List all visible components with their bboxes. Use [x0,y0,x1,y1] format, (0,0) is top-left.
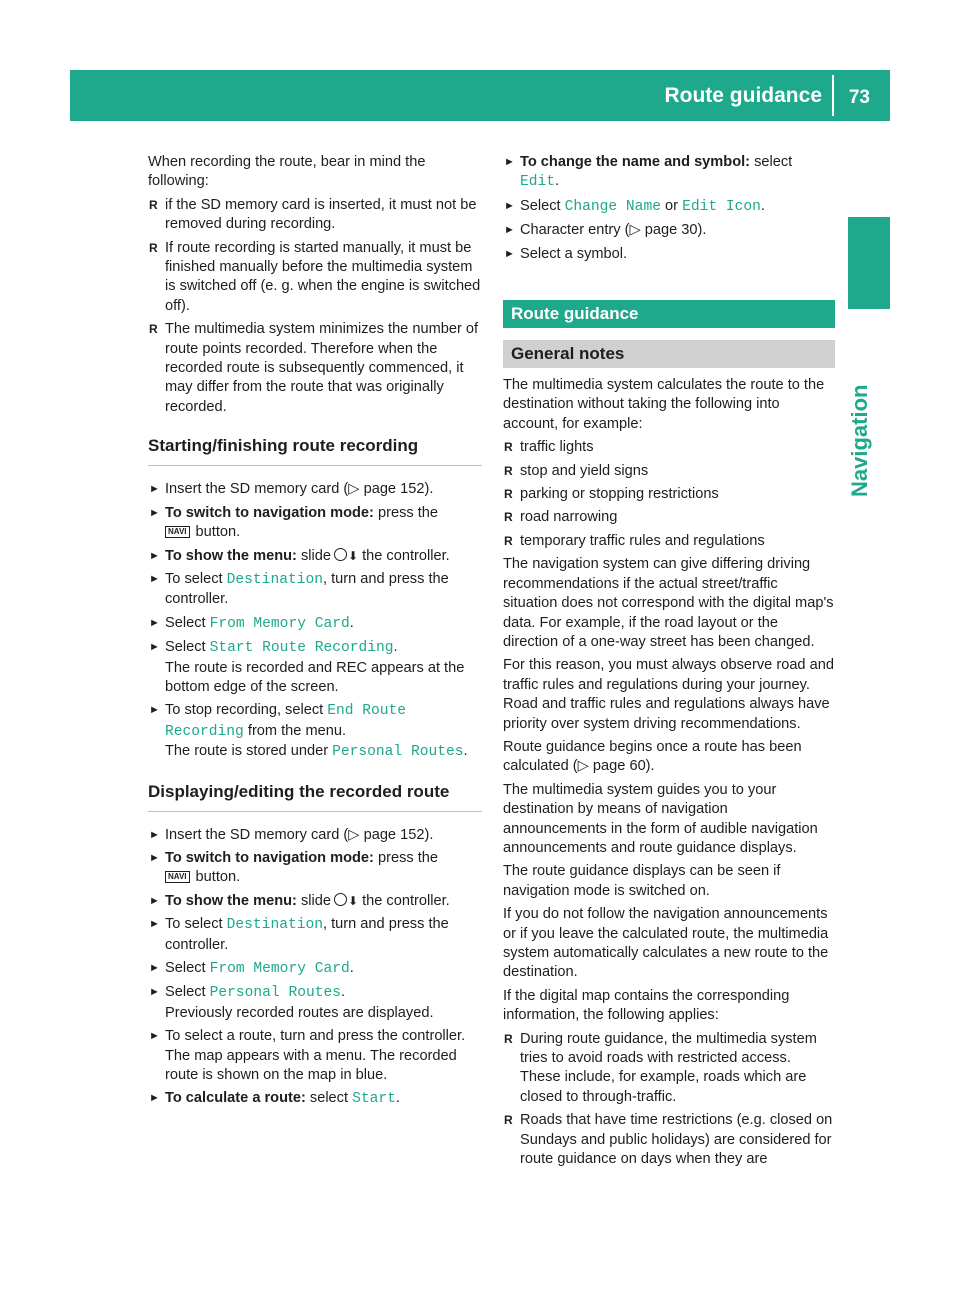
step-item: ► To select Destination, turn and press the controller. [148,915,482,955]
triangle-right-icon: ▷ [348,481,360,498]
step-item: ► To switch to navigation mode: press the NAVI button. [148,849,482,888]
side-label: Navigation [847,384,872,497]
step-item: ► Select Personal Routes. Previously recorded routes are displayed. [148,983,482,1023]
triangle-right-icon: ▷ [629,222,641,239]
step-item: ► Select Start Route Recording. The route is recorded and REC appears at the bottom edge of the screen. [148,638,482,697]
intro-paragraph: When recording the route, bear in mind the following: [148,154,426,190]
step-item: ► To select Destination, turn and press the controller. [148,570,482,610]
step-item: ► To select a route, turn and press the controller. The map appears with a menu. The recorded route is shown on the map in blue. [148,1027,482,1085]
menu-term: Personal Routes [209,985,341,1002]
step-item: ► Character entry (▷ page 30). [503,221,835,240]
menu-term: Start Route Recording [209,640,394,657]
side-tab [848,217,890,309]
menu-term: End Route Recording [165,703,407,740]
paragraph: The route guidance displays can be seen if navigation mode is switched on. [503,863,781,899]
paragraph: For this reason, you must always observe road and traffic rules and regulations during your journey. Road and traffic rules and regulations always have priority over system driving recommendations. [503,657,834,732]
menu-term: Edit Icon [682,198,761,215]
triangle-right-icon: ▷ [577,758,589,775]
controller-icon [334,548,347,561]
header-divider [832,75,834,116]
menu-term: Destination [226,917,323,934]
step-item: ► To show the menu: slide ⬇ the controller. [148,892,482,911]
step-item: ► Insert the SD memory card (▷ page 152). [148,480,482,499]
header-title: Route guidance [664,84,822,107]
menu-term: Edit [520,174,556,191]
paragraph: The multimedia system guides you to your destination by means of navigation announcements in the form of audible navigation announcements and route guidance displays. [503,781,818,856]
arrow-down-icon: ⬇ [347,548,359,563]
step-item: ► To calculate a route: select Start. [148,1089,482,1109]
step-item: ► To stop recording, select End Route Recording from the menu. The route is stored under Personal Routes. [148,701,482,762]
list-item: R If route recording is started manually, it must be finished manually before the multimedia system is switched off (e. g. when the engine is switched off). [148,239,482,317]
controller-icon [334,893,347,906]
menu-term: From Memory Card [209,961,350,977]
step-item: ► To show the menu: slide ⬇ the controller. [148,547,482,566]
menu-term: Personal Routes [332,744,464,761]
page-number: 73 [848,87,870,108]
list-item: R temporary traffic rules and regulations [503,532,835,551]
step-item: ► Select a symbol. [503,245,835,264]
paragraph: If you do not follow the navigation announcements or if you leave the calculated route, the multimedia system automatically calculates a new route to the destination. [503,906,829,981]
step-item: ► To switch to navigation mode: press the NAVI button. [148,504,482,543]
left-column [148,153,482,1114]
list-item: R parking or stopping restrictions [503,485,835,504]
section-heading: Displaying/editing the recorded route [148,781,482,812]
right-column [503,153,835,1173]
menu-term: Change Name [564,198,661,215]
list-item: R road narrowing [503,508,835,527]
navi-button-icon: NAVI [165,871,190,883]
arrow-down-icon: ⬇ [347,893,359,908]
triangle-right-icon: ▷ [348,826,360,843]
step-item: ► Select From Memory Card. [148,614,482,634]
menu-term: Destination [226,571,323,588]
list-item: R The multimedia system minimizes the number of route points recorded. Therefore when the recorded route is subsequently commenced, it may differ from the route that was originally recorded. [148,320,482,417]
menu-term: From Memory Card [209,615,350,632]
menu-term: Start [352,1091,396,1108]
step-item: ► Select From Memory Card. [148,959,482,979]
list-item: R if the SD memory card is inserted, it must not be removed during recording. [148,196,482,235]
section-heading: Route guidance [503,300,835,328]
list-item: R traffic lights [503,438,835,457]
list-item: R During route guidance, the multimedia system tries to avoid roads with restricted access. These include, for example, roads which are closed to through-traffic. [503,1030,835,1108]
step-item: ► Insert the SD memory card (▷ page 152). [148,826,482,845]
list-item: R stop and yield signs [503,462,835,481]
paragraph: If the digital map contains the corresponding information, the following applies: [503,987,790,1024]
navi-button-icon: NAVI [165,526,190,538]
list-item: R Roads that have time restrictions (e.g. closed on Sundays and public holidays) are considered for route guidance on days when they are [503,1111,835,1169]
subsection-heading: General notes [503,340,835,368]
step-item: ► To change the name and symbol: select Edit. [503,153,835,193]
section-heading: Starting/finishing route recording [148,435,482,466]
paragraph: The navigation system can give differing driving recommendations if the actual street/traffic situation does not correspond with the digital map's data. For example, if the road layout or the direction of a one-way street has been changed. [503,556,834,650]
paragraph: Route guidance begins once a route has been calculated (▷ page 60). [503,738,802,775]
paragraph: The multimedia system calculates the route to the destination without taking the following into account, for example: [503,377,825,432]
step-item: ► Select Change Name or Edit Icon. [503,197,835,217]
header-bar [70,70,890,121]
